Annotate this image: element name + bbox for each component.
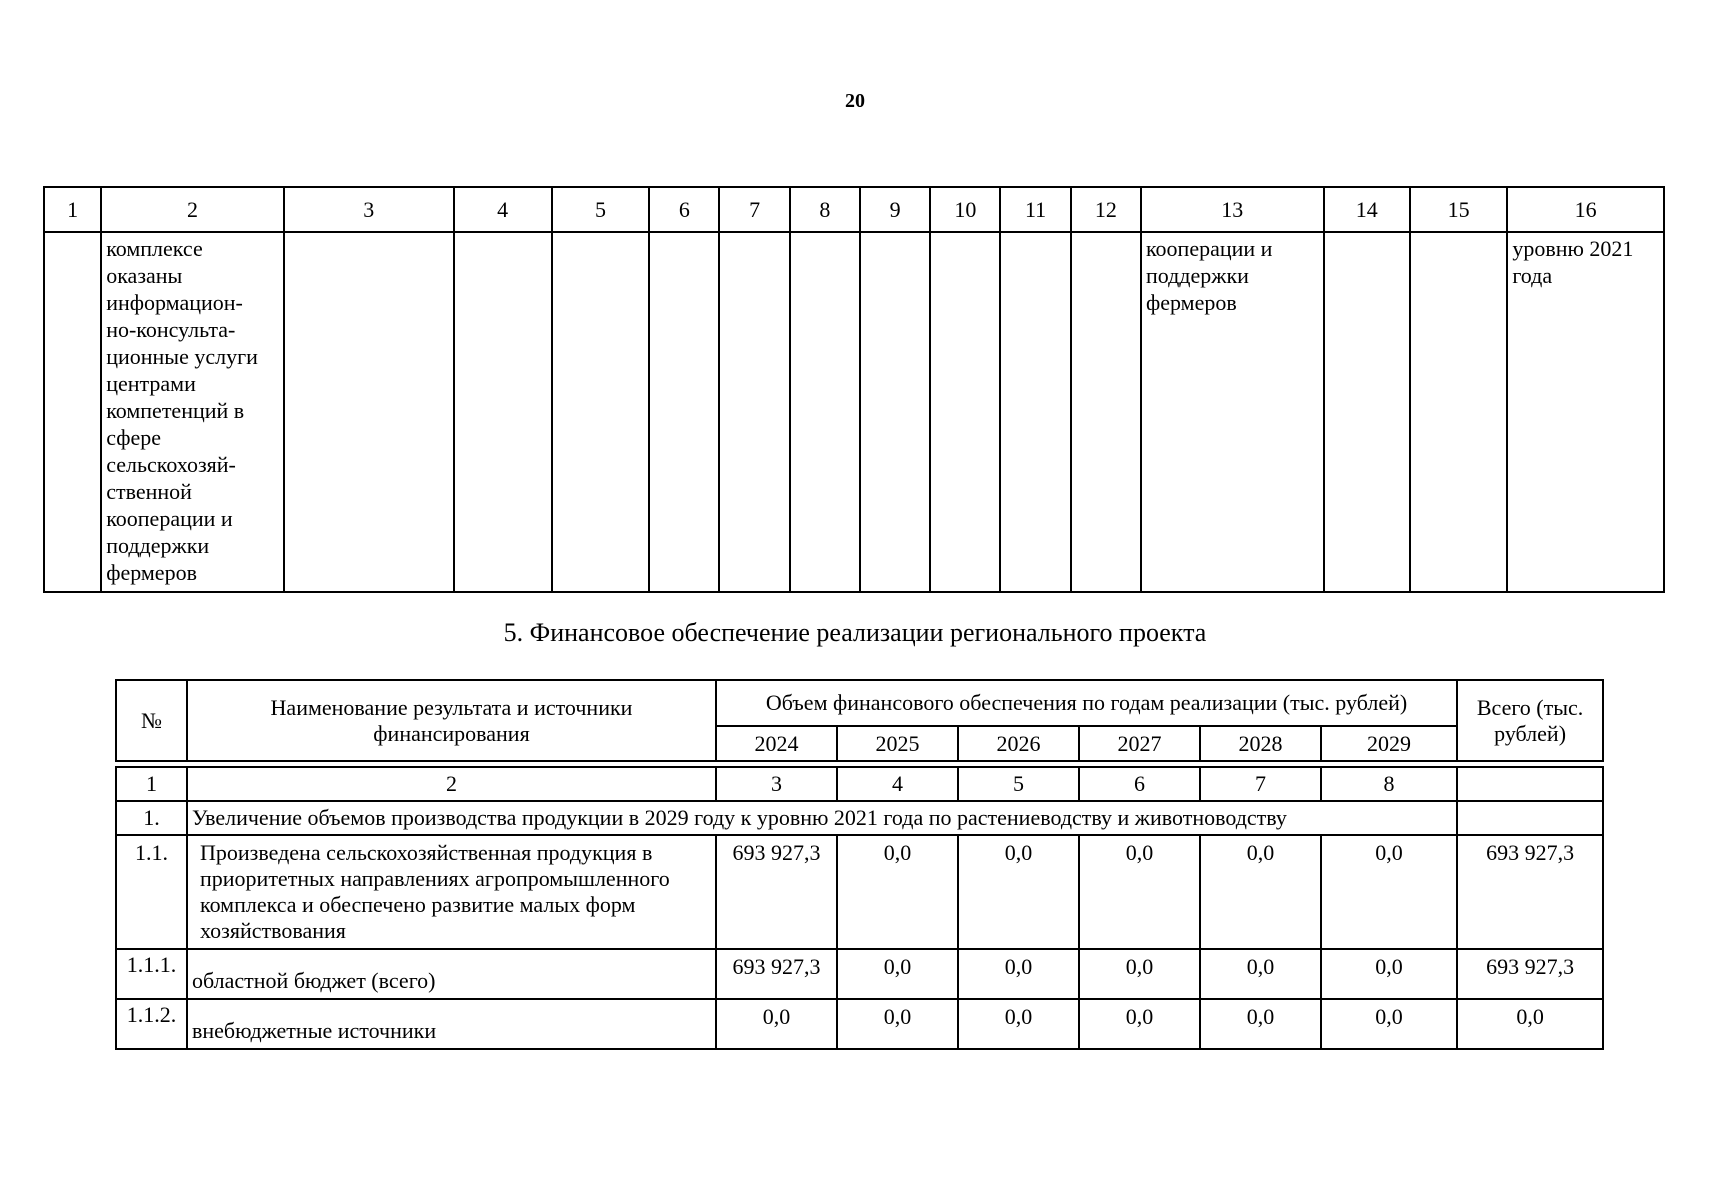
column-header-9: 9 <box>860 187 930 232</box>
column-header-6: 6 <box>649 187 719 232</box>
header-number: № <box>116 680 187 761</box>
column-header-5: 5 <box>552 187 649 232</box>
text-line: года <box>1512 263 1553 288</box>
column-number: 4 <box>837 767 958 801</box>
row-number: 1.1.2. <box>116 999 187 1049</box>
text-line: комплексе <box>106 236 203 261</box>
row-name: Увеличение объемов производства продукции в 2029 году к уровню 2021 года по растениеводству и животноводству <box>187 801 1457 835</box>
column-header-3: 3 <box>284 187 454 232</box>
value-cell: 0,0 <box>1079 949 1200 999</box>
row-number: 1.1. <box>116 835 187 949</box>
text-line: кооперации и <box>1145 236 1273 261</box>
value-cell: 0,0 <box>1200 999 1321 1049</box>
text-line: фермеров <box>1145 290 1237 315</box>
text-line: но-консульта- <box>106 317 236 342</box>
row-number: 1.1.1. <box>116 949 187 999</box>
column-header-4: 4 <box>454 187 552 232</box>
table-row <box>116 801 1603 835</box>
value-cell: 0,0 <box>1079 999 1200 1049</box>
column-header-15: 15 <box>1410 187 1507 232</box>
text-line: фермеров <box>106 560 197 585</box>
cell-col1 <box>44 232 101 592</box>
text-line: центрами <box>106 371 196 396</box>
column-number: 7 <box>1200 767 1321 801</box>
header-row <box>116 680 1603 726</box>
total-cell: 693 927,3 <box>1457 835 1603 949</box>
year-header: 2029 <box>1321 726 1457 761</box>
responsible-text <box>1146 235 1319 316</box>
header-name: Наименование результата и источники финансирования <box>187 680 716 761</box>
column-number: 6 <box>1079 767 1200 801</box>
value-cell: 0,0 <box>837 999 958 1049</box>
column-number-header-row <box>44 187 1664 232</box>
result-description <box>106 235 279 586</box>
column-number: 3 <box>716 767 837 801</box>
total-cell: 693 927,3 <box>1457 949 1603 999</box>
column-number: 8 <box>1321 767 1457 801</box>
column-header-10: 10 <box>930 187 1000 232</box>
cell-col2 <box>101 232 284 592</box>
total-cell: 0,0 <box>1457 999 1603 1049</box>
header-volume: Объем финансового обеспечения по годам реализации (тыс. рублей) <box>716 680 1457 726</box>
value-cell: 0,0 <box>1200 835 1321 949</box>
cell-col13 <box>1141 232 1324 592</box>
column-header-1: 1 <box>44 187 101 232</box>
column-header-12: 12 <box>1071 187 1141 232</box>
value-cell: 0,0 <box>958 949 1079 999</box>
column-header-7: 7 <box>719 187 789 232</box>
value-cell: 0,0 <box>958 999 1079 1049</box>
text-line: ционные услуги <box>106 344 258 369</box>
value-cell: 0,0 <box>1321 999 1457 1049</box>
row-name: областной бюджет (всего) <box>187 949 716 999</box>
value-cell: 0,0 <box>837 949 958 999</box>
text-line: компетенций в <box>106 398 245 423</box>
table-row <box>44 232 1664 592</box>
text-line: оказаны <box>106 263 183 288</box>
table-row <box>116 949 1603 999</box>
column-header-16: 16 <box>1507 187 1664 232</box>
year-header: 2024 <box>716 726 837 761</box>
row-name: Произведена сельскохозяйственная продукция в приоритетных направлениях агропромышленного комплекса и обеспечено развитие малых форм хозяйствования <box>187 835 716 949</box>
column-header-14: 14 <box>1324 187 1410 232</box>
value-cell: 0,0 <box>716 999 837 1049</box>
text-line: информацион- <box>106 290 243 315</box>
header-total: Всего (тыс. рублей) <box>1457 680 1603 761</box>
text-line: поддержки <box>1145 263 1249 288</box>
table-row <box>116 999 1603 1049</box>
text-line: ственной <box>106 479 192 504</box>
cell-col16 <box>1507 232 1664 592</box>
financing-table <box>115 679 1604 1050</box>
year-header: 2026 <box>958 726 1079 761</box>
column-header-13: 13 <box>1141 187 1324 232</box>
year-header: 2028 <box>1200 726 1321 761</box>
column-header-8: 8 <box>790 187 860 232</box>
table-row <box>116 835 1603 949</box>
value-cell: 0,0 <box>958 835 1079 949</box>
row-name: внебюджетные источники <box>187 999 716 1049</box>
column-number-row <box>116 767 1603 801</box>
text-line: кооперации и <box>106 506 233 531</box>
comment-text <box>1512 235 1659 289</box>
text-line: поддержки <box>106 533 210 558</box>
row-number: 1. <box>116 801 187 835</box>
column-header-2: 2 <box>101 187 284 232</box>
column-number: 2 <box>187 767 716 801</box>
text-line: уровню 2021 <box>1512 236 1634 261</box>
year-header: 2027 <box>1079 726 1200 761</box>
text-line: сфере <box>106 425 162 450</box>
page-number: 20 <box>845 90 865 112</box>
column-header-11: 11 <box>1000 187 1070 232</box>
value-cell: 0,0 <box>1079 835 1200 949</box>
value-cell: 0,0 <box>1321 949 1457 999</box>
column-number: 5 <box>958 767 1079 801</box>
section-title: 5. Финансовое обеспечение реализации регионального проекта <box>503 618 1207 647</box>
value-cell: 693 927,3 <box>716 949 837 999</box>
value-cell: 0,0 <box>1321 835 1457 949</box>
value-cell: 693 927,3 <box>716 835 837 949</box>
results-table-continuation <box>43 186 1665 593</box>
column-number: 1 <box>116 767 187 801</box>
text-line: сельскохозяй- <box>106 452 236 477</box>
year-header: 2025 <box>837 726 958 761</box>
value-cell: 0,0 <box>1200 949 1321 999</box>
value-cell: 0,0 <box>837 835 958 949</box>
